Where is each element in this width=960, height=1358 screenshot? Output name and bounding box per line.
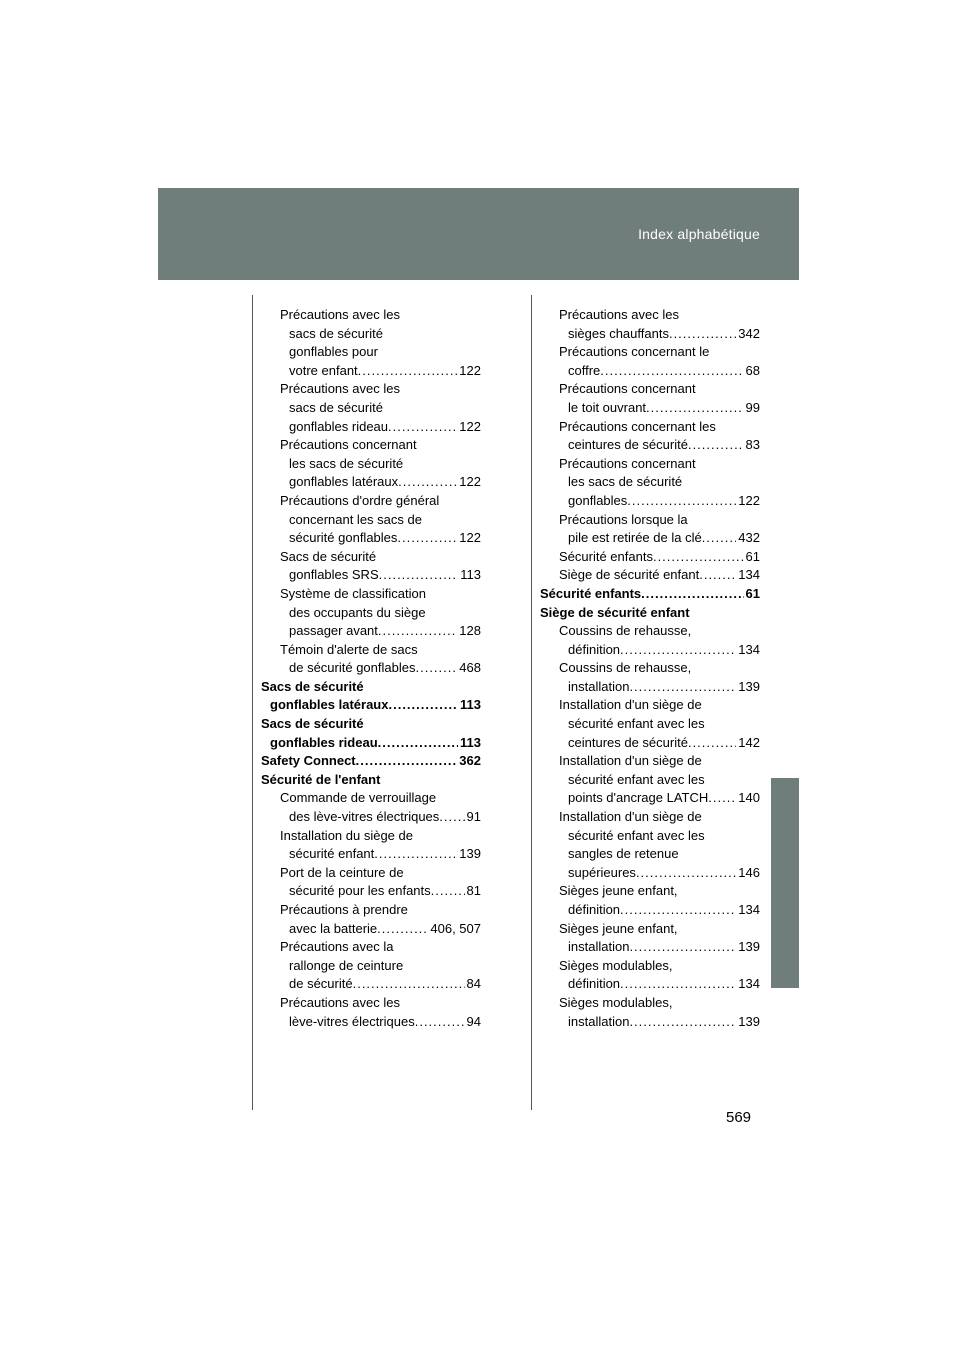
page-reference: 122 [459, 362, 481, 378]
entry-text: Installation d'un siège de [559, 753, 702, 769]
dot-leader [629, 678, 736, 697]
entry-leader-line [280, 882, 481, 901]
entry-leader-line [280, 622, 481, 641]
entry-text: sièges chauffants [568, 325, 669, 341]
entry-text: Sièges jeune enfant, [559, 883, 678, 899]
entry-text: gonflables latéraux [270, 697, 389, 713]
page-reference: 134 [738, 976, 760, 992]
dot-leader [415, 1013, 465, 1032]
entry-text: Port de la ceinture de [280, 864, 404, 880]
page-reference: 122 [459, 530, 481, 546]
entry-leader-line [280, 1013, 481, 1032]
entry-text: Sécurité enfants [559, 548, 653, 564]
index-column-right [540, 306, 760, 1031]
entry-leader-line [559, 399, 760, 418]
dot-leader [378, 622, 457, 641]
index-subentry [540, 696, 760, 752]
page-reference: 61 [745, 548, 760, 564]
entry-text: Commande de verrouillage [280, 790, 437, 806]
dot-leader [397, 529, 457, 548]
entry-leader-line [559, 975, 760, 994]
dot-leader [646, 399, 743, 418]
entry-leader-line [261, 696, 481, 715]
dot-leader [653, 548, 744, 567]
column-divider-middle [531, 295, 532, 1110]
entry-text: Sacs de sécurité [261, 678, 364, 694]
index-subentry [540, 920, 760, 957]
entry-text: sangles de retenue [568, 846, 679, 862]
entry-text: Précautions avec les [280, 307, 400, 322]
entry-text: sécurité enfant avec les [568, 827, 705, 843]
entry-leader-line [559, 492, 760, 511]
entry-leader-line [261, 752, 481, 771]
entry-text: Précautions concernant [559, 381, 696, 397]
page-reference: 139 [738, 939, 760, 955]
entry-leader-line [559, 789, 760, 808]
entry-leader-line [559, 548, 760, 567]
page-reference: 94 [466, 1013, 481, 1029]
entry-leader-line [280, 659, 481, 678]
index-subentry [540, 380, 760, 417]
index-subentry [261, 492, 481, 548]
dot-leader [636, 864, 736, 883]
entry-text: Témoin d'alerte de sacs [280, 641, 418, 657]
index-subentry [261, 864, 481, 901]
page-reference: 142 [738, 734, 760, 750]
dot-leader [377, 920, 428, 939]
page-reference: 84 [466, 976, 481, 992]
index-subentry [261, 380, 481, 436]
index-subentry [540, 455, 760, 511]
index-subentry [261, 994, 481, 1031]
entry-leader-line [280, 473, 481, 492]
page-reference: 128 [459, 623, 481, 639]
entry-text: des lève-vitres électriques [289, 809, 440, 825]
dot-leader [415, 659, 457, 678]
entry-text: Précautions à prendre [280, 902, 408, 917]
index-subentry [540, 622, 760, 659]
page-reference: 134 [738, 567, 760, 583]
entry-text: ceintures de sécurité [568, 734, 688, 750]
page-reference: 134 [738, 902, 760, 917]
entry-leader-line [540, 585, 760, 604]
dot-leader [627, 492, 736, 511]
entry-text: de sécurité [289, 976, 353, 992]
entry-text: sacs de sécurité [289, 399, 383, 415]
entry-text: sécurité enfant avec les [568, 716, 705, 732]
dot-leader [388, 418, 457, 437]
page-reference: 113 [460, 734, 481, 750]
entry-text: Sécurité enfants [540, 585, 642, 601]
page-reference: 468 [459, 660, 481, 676]
index-subentry [540, 418, 760, 455]
dot-leader [358, 362, 458, 381]
index-subentry [261, 306, 481, 380]
entry-text: gonflables rideau [270, 734, 378, 750]
index-subentry [540, 548, 760, 567]
entry-leader-line [559, 641, 760, 660]
page-reference: 406, 507 [430, 920, 481, 936]
page-reference: 362 [459, 753, 481, 769]
entry-text: coffre [568, 362, 601, 378]
page-reference: 91 [466, 809, 481, 825]
entry-text: installation [568, 678, 630, 694]
entry-text: le toit ouvrant [568, 399, 647, 415]
entry-text: Installation d'un siège de [559, 697, 702, 713]
index-subentry [261, 436, 481, 492]
entry-text: Coussins de rehausse, [559, 623, 692, 639]
page-reference: 122 [459, 418, 481, 434]
index-subentry [540, 659, 760, 696]
entry-text: Précautions avec les [559, 307, 679, 322]
dot-leader [629, 1013, 736, 1032]
entry-leader-line [280, 566, 481, 585]
entry-leader-line [559, 325, 760, 344]
page-reference: 342 [738, 325, 760, 341]
entry-leader-line [261, 734, 481, 753]
dot-leader [641, 585, 743, 604]
entry-text: Précautions concernant [559, 455, 696, 471]
entry-text: Coussins de rehausse, [559, 660, 692, 676]
entry-text: sacs de sécurité [289, 325, 383, 341]
entry-text: ceintures de sécurité [568, 437, 688, 453]
entry-text: pile est retirée de la clé [568, 530, 702, 546]
entry-text: définition [568, 976, 621, 992]
index-subentry [261, 548, 481, 585]
dot-leader [620, 975, 736, 994]
entry-text: Sièges jeune enfant, [559, 920, 678, 936]
dot-leader [629, 938, 736, 957]
entry-leader-line [280, 418, 481, 437]
page-reference: 146 [738, 864, 760, 880]
entry-leader-line [559, 938, 760, 957]
entry-leader-line [559, 864, 760, 883]
dot-leader [353, 975, 465, 994]
page-reference: 122 [738, 492, 760, 508]
section-thumb-tab [771, 778, 799, 988]
entry-text: Installation du siège de [280, 827, 413, 843]
dot-leader [374, 845, 457, 864]
index-subentry [540, 511, 760, 548]
index-subentry [261, 901, 481, 938]
page-reference: 140 [738, 790, 760, 806]
index-subentry [540, 343, 760, 380]
page-reference: 113 [460, 567, 481, 583]
entry-text: gonflables SRS [289, 567, 379, 583]
dot-leader [702, 529, 737, 548]
page-reference: 139 [459, 846, 481, 862]
page-reference: 122 [459, 474, 481, 490]
entry-text: installation [568, 939, 630, 955]
page-reference: 139 [738, 1013, 760, 1029]
entry-text: les sacs de sécurité [289, 455, 404, 471]
page-reference: 83 [745, 437, 760, 453]
dot-leader [688, 436, 744, 455]
entry-leader-line [280, 845, 481, 864]
header-band [158, 188, 799, 280]
entry-leader-line [559, 678, 760, 697]
entry-text: de sécurité gonflables [289, 660, 416, 676]
entry-text: Précautions avec les [280, 381, 400, 397]
entry-text: Précautions concernant [280, 437, 417, 453]
entry-text: passager avant [289, 623, 378, 639]
entry-text: définition [568, 641, 621, 657]
entry-leader-line [559, 362, 760, 381]
entry-text: Siège de sécurité enfant [559, 567, 700, 583]
entry-text: Précautions concernant le [559, 344, 710, 360]
index-entry [261, 752, 481, 771]
dot-leader [688, 734, 736, 753]
dot-leader [398, 473, 457, 492]
dot-leader [620, 641, 736, 660]
entry-leader-line [280, 362, 481, 381]
page-reference: 99 [745, 399, 760, 415]
entry-text: sécurité gonflables [289, 530, 398, 546]
entry-text: Sièges modulables, [559, 994, 673, 1010]
entry-text: rallonge de ceinture [289, 957, 404, 973]
entry-leader-line [280, 808, 481, 827]
entry-leader-line [559, 901, 760, 920]
entry-leader-line [559, 1013, 760, 1032]
dot-leader [356, 752, 458, 771]
entry-leader-line [280, 920, 481, 939]
entry-text: Sièges modulables, [559, 957, 673, 973]
dot-leader [439, 808, 464, 827]
index-entry [261, 678, 481, 715]
page-reference: 432 [738, 530, 760, 546]
dot-leader [669, 325, 736, 344]
entry-text: Sécurité de l'enfant [261, 771, 381, 787]
dot-leader [378, 734, 458, 753]
entry-text: avec la batterie [289, 920, 378, 936]
entry-text: points d'ancrage LATCH [568, 790, 709, 806]
dot-leader [620, 901, 736, 920]
page-number: 569 [726, 1109, 752, 1126]
entry-text: sécurité enfant avec les [568, 771, 705, 787]
entry-text: supérieures [568, 864, 636, 880]
entry-text: Siège de sécurité enfant [540, 604, 690, 620]
entry-text: définition [568, 902, 621, 917]
column-divider-left [252, 295, 253, 1110]
entry-text: gonflables [568, 492, 628, 508]
entry-text: sécurité pour les enfants [289, 883, 431, 899]
entry-text: Safety Connect [261, 753, 356, 769]
entry-text: Précautions d'ordre général [280, 492, 440, 508]
dot-leader [379, 566, 459, 585]
index-entry [540, 604, 760, 623]
entry-leader-line [280, 975, 481, 994]
index-subentry [540, 306, 760, 343]
dot-leader [708, 789, 736, 808]
entry-text: Précautions concernant les [559, 418, 716, 434]
entry-leader-line [559, 734, 760, 753]
page-reference: 81 [466, 883, 481, 899]
dot-leader [431, 882, 465, 901]
index-subentry [261, 938, 481, 994]
index-subentry [261, 789, 481, 826]
index-subentry [261, 585, 481, 641]
page-reference: 139 [738, 678, 760, 694]
entry-text: Sacs de sécurité [280, 548, 377, 564]
page-reference: 134 [738, 641, 760, 657]
entry-text: Précautions lorsque la [559, 511, 688, 527]
page-reference: 61 [745, 585, 760, 601]
entry-text: les sacs de sécurité [568, 474, 683, 490]
entry-text: gonflables pour [289, 344, 378, 360]
index-subentry [540, 957, 760, 994]
entry-text: Système de classification [280, 585, 426, 601]
page-reference: 68 [745, 362, 760, 378]
dot-leader [699, 566, 736, 585]
entry-text: sécurité enfant [289, 846, 375, 862]
entry-text: gonflables rideau [289, 418, 389, 434]
index-column-left [261, 306, 481, 1031]
index-subentry [540, 808, 760, 882]
entry-text: concernant les sacs de [289, 511, 422, 527]
dot-leader [600, 362, 743, 381]
entry-text: Précautions avec la [280, 939, 394, 955]
index-entry [261, 771, 481, 790]
entry-text: Précautions avec les [280, 994, 400, 1010]
entry-text: lève-vitres électriques [289, 1013, 415, 1029]
entry-text: Installation d'un siège de [559, 809, 702, 825]
entry-text: Sacs de sécurité [261, 716, 364, 732]
entry-leader-line [559, 566, 760, 585]
entry-text: des occupants du siège [289, 604, 426, 620]
index-subentry [540, 994, 760, 1031]
dot-leader [388, 696, 458, 715]
index-subentry [261, 641, 481, 678]
entry-text: installation [568, 1013, 630, 1029]
entry-leader-line [280, 529, 481, 548]
index-entry [540, 585, 760, 604]
index-subentry [540, 882, 760, 919]
entry-leader-line [559, 436, 760, 455]
index-entry [261, 715, 481, 752]
page-reference: 113 [460, 697, 481, 713]
index-subentry [540, 566, 760, 585]
index-subentry [540, 752, 760, 808]
entry-leader-line [559, 529, 760, 548]
entry-text: votre enfant [289, 362, 358, 378]
entry-text: gonflables latéraux [289, 474, 399, 490]
section-title: Index alphabétique [638, 226, 760, 242]
index-subentry [261, 827, 481, 864]
